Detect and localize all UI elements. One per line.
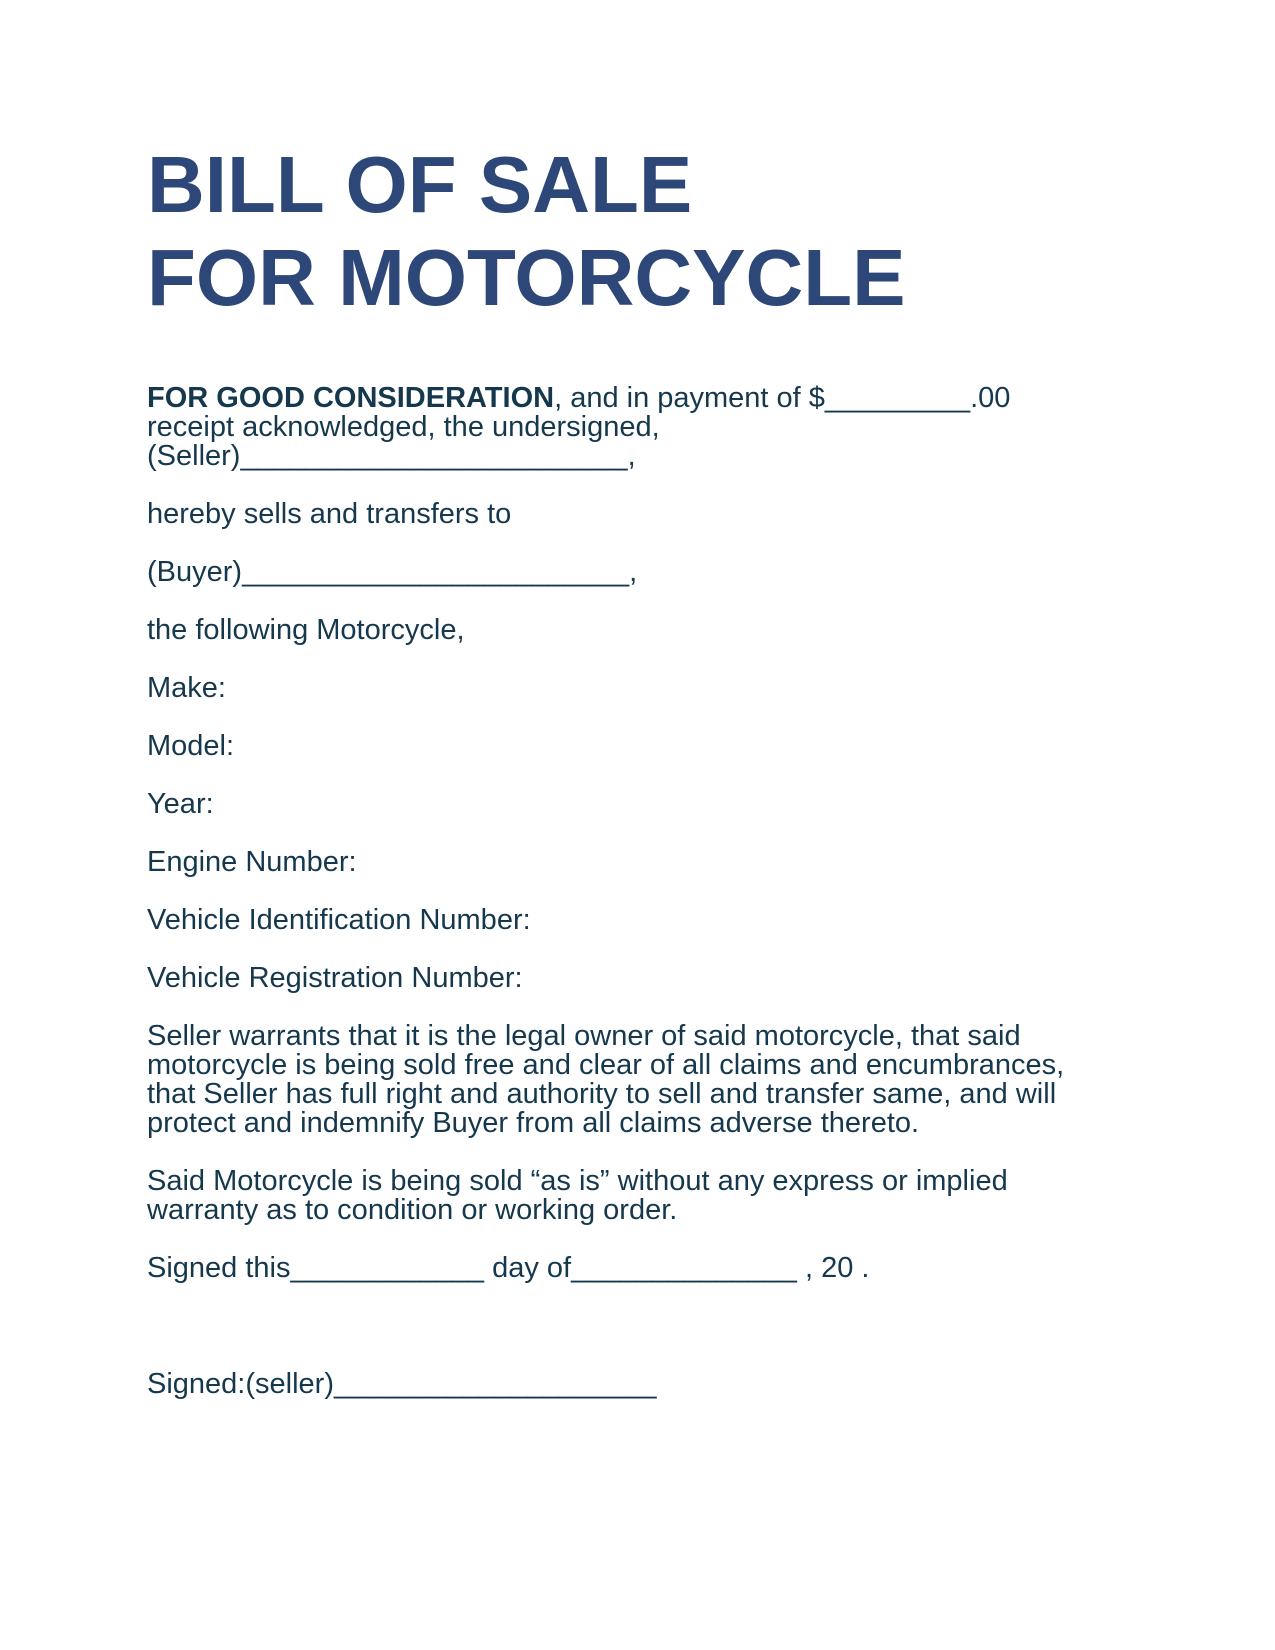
signature-label: Signed:(seller)	[147, 1368, 334, 1400]
receipt-text: .00 receipt acknowledged, the undersigned,	[147, 382, 1011, 443]
payment-text: , and in payment of $	[554, 382, 825, 414]
paragraph-as-is: Said Motorcycle is being sold “as is” without any express or implied warranty as to condition or working order.	[147, 1165, 1008, 1226]
field-make: Make:	[147, 672, 226, 704]
field-registration-number: Vehicle Registration Number:	[147, 962, 523, 994]
title-line-2: FOR MOTORCYCLE	[147, 233, 906, 322]
field-engine-number: Engine Number:	[147, 846, 357, 878]
buyer-name-blank: ________________________	[242, 556, 630, 588]
paragraph-following: the following Motorcycle,	[147, 614, 465, 646]
seller-name-blank: ________________________	[240, 440, 628, 472]
consideration-lead: FOR GOOD CONSIDERATION	[147, 382, 555, 414]
field-year: Year:	[147, 788, 214, 820]
paragraph-signed-date	[147, 1254, 1082, 1283]
month-blank: ______________	[571, 1252, 797, 1284]
day-of-text: day of	[484, 1252, 572, 1284]
field-vin: Vehicle Identification Number:	[147, 904, 531, 936]
day-blank: ____________	[290, 1252, 485, 1284]
amount-blank: _________	[824, 382, 971, 414]
paragraph-signature	[147, 1370, 1082, 1399]
signed-prefix: Signed this	[147, 1252, 291, 1284]
title-line-1: BILL OF SALE	[147, 140, 693, 229]
paragraph-transfer: hereby sells and transfers to	[147, 498, 512, 530]
document-title	[147, 138, 1082, 324]
signature-blank: ____________________	[333, 1368, 657, 1400]
year-suffix: , 20 .	[796, 1252, 870, 1284]
paragraph-consideration	[147, 384, 1082, 471]
buyer-label: (Buyer)	[147, 556, 243, 588]
paragraph-buyer	[147, 558, 1082, 587]
paragraph-warranty: Seller warrants that it is the legal owner of said motorcycle, that said motorcycle is being sold free and clear of all claims and encumbrances, that Seller has full right and authority to sell and transfer same, and will protect and indemnify Buyer from all claims adverse thereto.	[147, 1020, 1065, 1139]
buyer-trailing-comma: ,	[629, 556, 638, 588]
seller-trailing-comma: ,	[627, 440, 636, 472]
document-content	[147, 138, 1082, 1399]
field-model: Model:	[147, 730, 235, 762]
seller-label: (Seller)	[147, 440, 241, 472]
